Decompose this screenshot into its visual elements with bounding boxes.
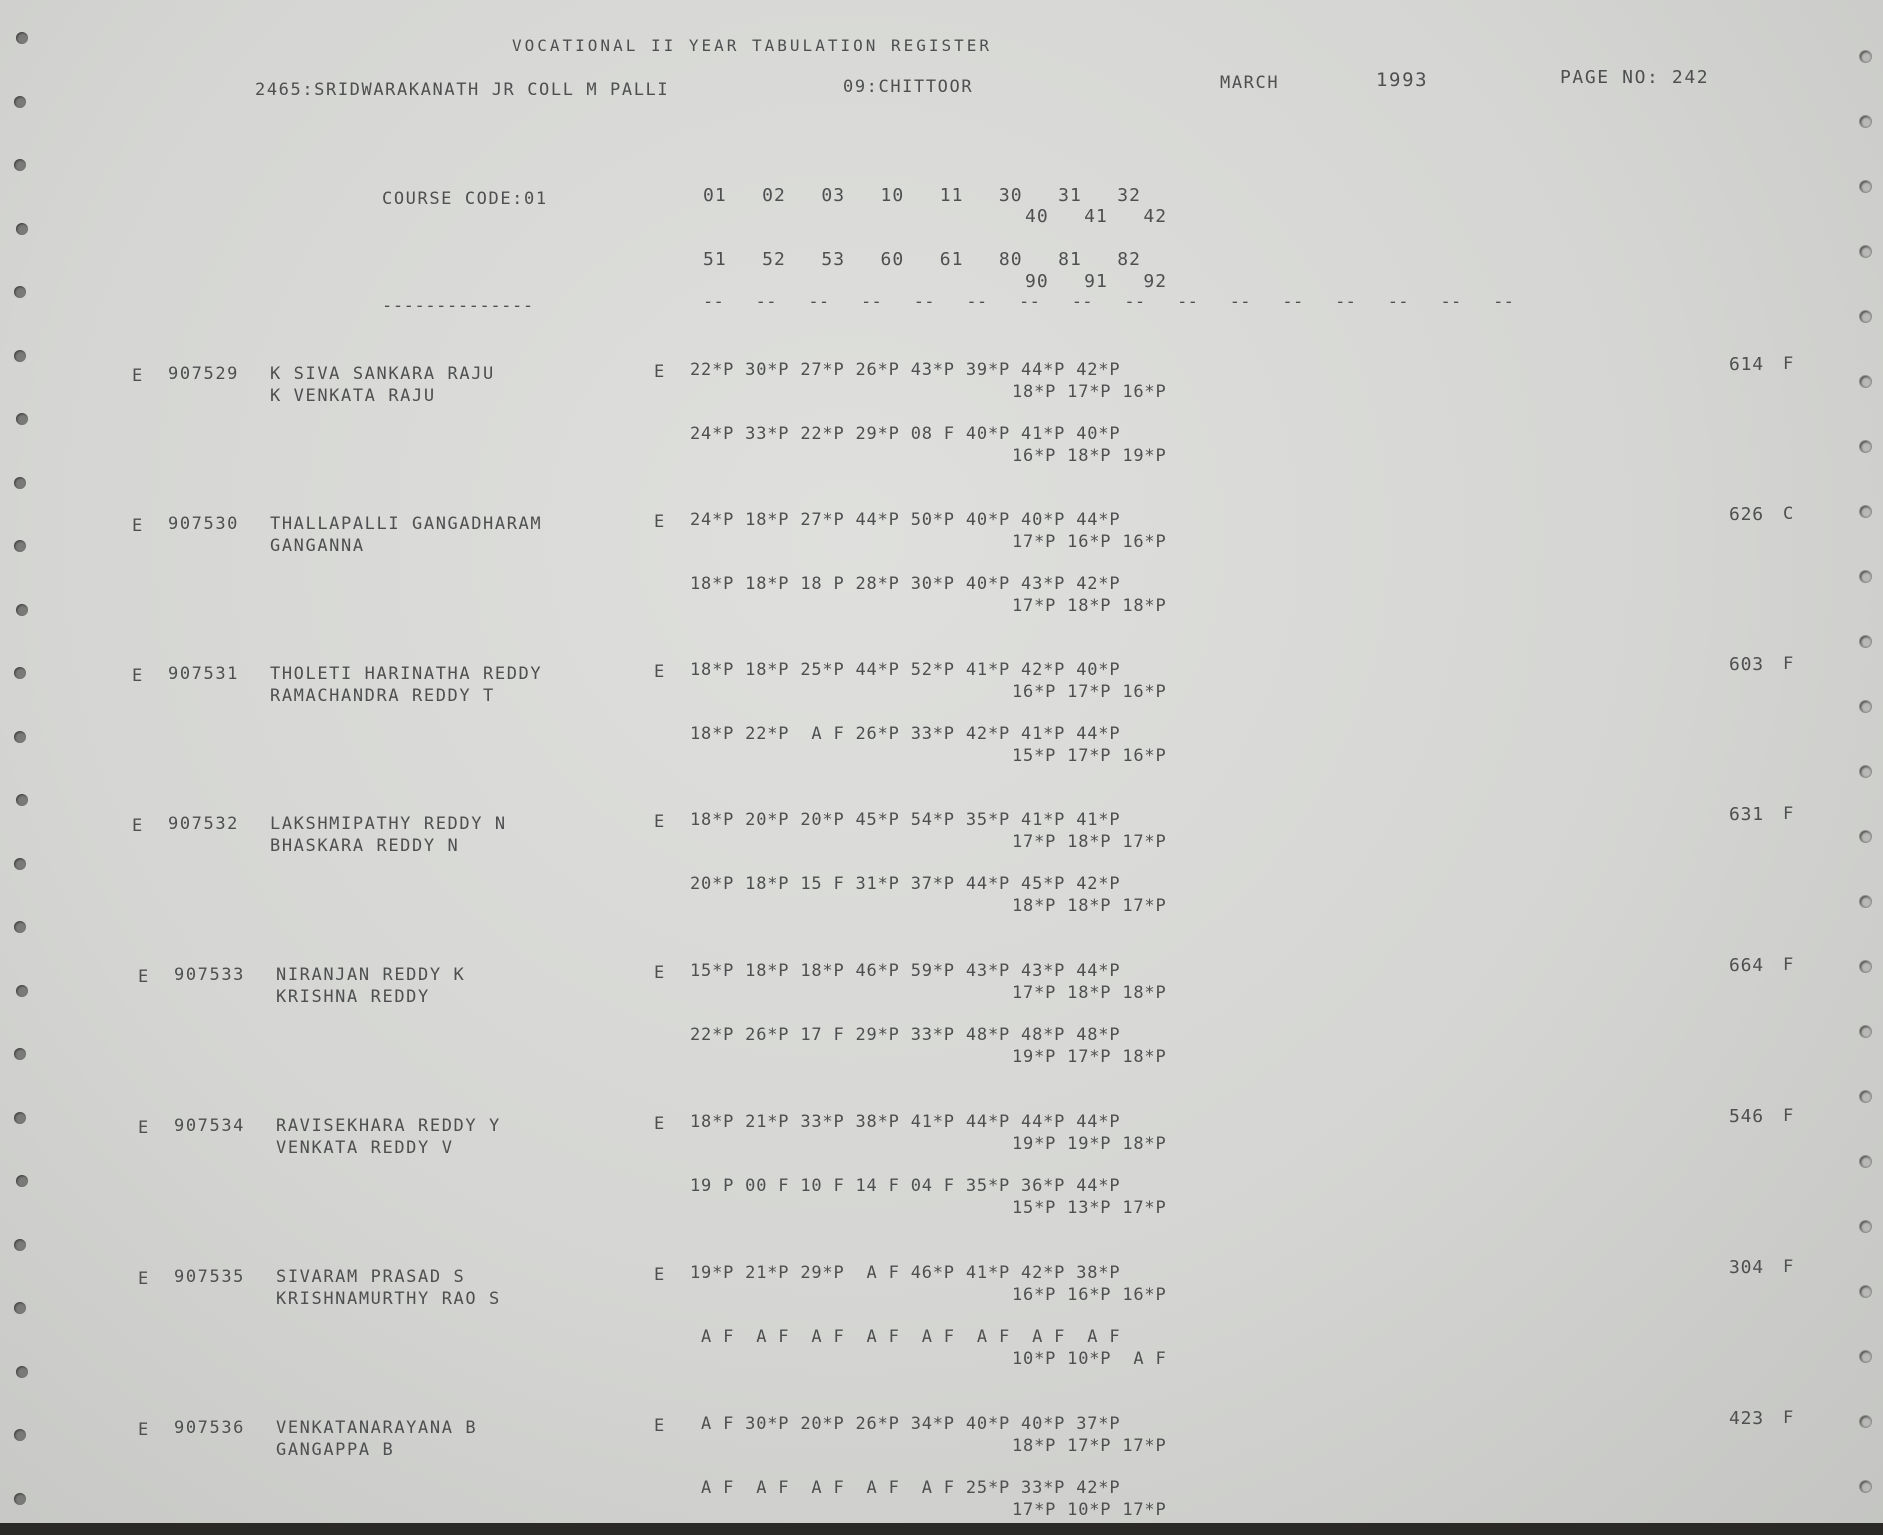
sprocket-hole [16, 223, 28, 235]
sprocket-hole [14, 286, 26, 298]
register-title: VOCATIONAL II YEAR TABULATION REGISTER [512, 36, 993, 55]
result-code: F [1783, 1257, 1795, 1277]
student-name: K SIVA SANKARA RAJU [270, 364, 495, 384]
marks-row-2b: 19*P 17*P 18*P [1012, 1047, 1167, 1067]
student-name: VENKATANARAYANA B [276, 1418, 478, 1438]
sprocket-hole [14, 1493, 26, 1505]
exam-month: MARCH [1220, 73, 1280, 93]
total-marks: 546 [1729, 1106, 1764, 1127]
marks-row-1b: 16*P 17*P 16*P [1012, 682, 1167, 702]
marks-row-2b: 18*P 18*P 17*P [1012, 896, 1167, 916]
record-category: E [132, 366, 144, 386]
student-name: THALLAPALLI GANGADHARAM [270, 514, 543, 534]
marks-row-2: A F A F A F A F A F 25*P 33*P 42*P [690, 1478, 1121, 1498]
roll-number: 907534 [174, 1116, 246, 1136]
right-sprocket-holes [1843, 0, 1883, 1535]
roll-number: 907533 [174, 965, 246, 985]
student-name: NIRANJAN REDDY K [276, 965, 466, 985]
father-name: KRISHNAMURTHY RAO S [276, 1289, 501, 1309]
marks-row-1: 19*P 21*P 29*P A F 46*P 41*P 42*P 38*P [690, 1263, 1121, 1283]
marks-row-2: 24*P 33*P 22*P 29*P 08 F 40*P 41*P 40*P [690, 424, 1121, 444]
marks-row-1: 18*P 18*P 25*P 44*P 52*P 41*P 42*P 40*P [690, 660, 1121, 680]
separator-left: -------------- [382, 296, 534, 316]
marks-row-1b: 17*P 18*P 18*P [1012, 983, 1167, 1003]
result-code: F [1783, 1106, 1795, 1126]
sprocket-hole [1859, 1480, 1872, 1493]
total-marks: 626 [1729, 504, 1764, 525]
result-code: F [1783, 955, 1795, 975]
sprocket-hole [14, 667, 26, 679]
father-name: GANGAPPA B [276, 1440, 395, 1460]
medium-code: E [654, 362, 666, 382]
sprocket-hole [14, 1048, 26, 1060]
result-code: F [1783, 1408, 1795, 1428]
sprocket-hole [1859, 830, 1872, 843]
sprocket-hole [1859, 180, 1872, 193]
marks-row-1: 22*P 30*P 27*P 26*P 43*P 39*P 44*P 42*P [690, 360, 1121, 380]
marks-row-2: 19 P 00 F 10 F 14 F 04 F 35*P 36*P 44*P [690, 1176, 1121, 1196]
sprocket-hole [14, 1302, 26, 1314]
father-name: GANGANNA [270, 536, 365, 556]
sprocket-hole [1859, 570, 1872, 583]
marks-row-2: 20*P 18*P 15 F 31*P 37*P 44*P 45*P 42*P [690, 874, 1121, 894]
record-category: E [138, 967, 150, 987]
page-number: PAGE NO: 242 [1560, 67, 1710, 88]
record-category: E [138, 1420, 150, 1440]
total-marks: 631 [1729, 804, 1764, 825]
marks-row-2b: 15*P 17*P 16*P [1012, 746, 1167, 766]
sprocket-hole [16, 32, 28, 44]
sprocket-hole [16, 413, 28, 425]
sprocket-hole [1859, 505, 1872, 518]
medium-code: E [654, 812, 666, 832]
marks-row-1b: 19*P 19*P 18*P [1012, 1134, 1167, 1154]
marks-row-1: 18*P 20*P 20*P 45*P 54*P 35*P 41*P 41*P [690, 810, 1121, 830]
separator-right: -- -- -- -- -- -- -- -- -- -- -- -- -- -- -- -- [703, 292, 1515, 312]
marks-row-1: 18*P 21*P 33*P 38*P 41*P 44*P 44*P 44*P [690, 1112, 1121, 1132]
roll-number: 907529 [168, 364, 240, 384]
marks-row-1b: 17*P 16*P 16*P [1012, 532, 1167, 552]
father-name: VENKATA REDDY V [276, 1138, 454, 1158]
total-marks: 304 [1729, 1257, 1764, 1278]
sprocket-hole [1859, 375, 1872, 388]
student-name: RAVISEKHARA REDDY Y [276, 1116, 501, 1136]
marks-row-1b: 18*P 17*P 16*P [1012, 382, 1167, 402]
total-marks: 664 [1729, 955, 1764, 976]
sprocket-hole [16, 794, 28, 806]
sprocket-hole [14, 1429, 26, 1441]
marks-row-1b: 17*P 18*P 17*P [1012, 832, 1167, 852]
course-code: COURSE CODE:01 [382, 189, 548, 209]
sprocket-hole [14, 540, 26, 552]
father-name: K VENKATA RAJU [270, 386, 436, 406]
marks-row-1: A F 30*P 20*P 26*P 34*P 40*P 40*P 37*P [690, 1414, 1121, 1434]
medium-code: E [654, 1114, 666, 1134]
sprocket-hole [14, 96, 26, 108]
subject-codes-row-1b: 40 41 42 [1025, 206, 1168, 227]
record-category: E [138, 1269, 150, 1289]
student-name: SIVARAM PRASAD S [276, 1267, 466, 1287]
sprocket-hole [1859, 50, 1872, 63]
sprocket-hole [1859, 1155, 1872, 1168]
sprocket-hole [1859, 1090, 1872, 1103]
college-name: 2465:SRIDWARAKANATH JR COLL M PALLI [255, 80, 670, 100]
sprocket-hole [1859, 700, 1872, 713]
marks-row-2b: 17*P 18*P 18*P [1012, 596, 1167, 616]
sprocket-hole [14, 159, 26, 171]
sprocket-hole [16, 1366, 28, 1378]
sprocket-hole [1859, 1220, 1872, 1233]
roll-number: 907536 [174, 1418, 246, 1438]
sprocket-hole [14, 350, 26, 362]
roll-number: 907535 [174, 1267, 246, 1287]
medium-code: E [654, 512, 666, 532]
marks-row-2: 18*P 22*P A F 26*P 33*P 42*P 41*P 44*P [690, 724, 1121, 744]
sprocket-hole [14, 1239, 26, 1251]
sprocket-hole [1859, 765, 1872, 778]
sprocket-hole [1859, 635, 1872, 648]
father-name: RAMACHANDRA REDDY T [270, 686, 495, 706]
marks-row-2: A F A F A F A F A F A F A F A F [690, 1327, 1121, 1347]
sprocket-hole [14, 477, 26, 489]
subject-codes-row-1: 01 02 03 10 11 30 31 32 [703, 185, 1141, 206]
result-code: F [1783, 654, 1795, 674]
marks-row-1b: 18*P 17*P 17*P [1012, 1436, 1167, 1456]
medium-code: E [654, 1416, 666, 1436]
sprocket-hole [1859, 440, 1872, 453]
result-code: F [1783, 354, 1795, 374]
left-sprocket-holes [0, 0, 40, 1535]
marks-row-2b: 17*P 10*P 17*P [1012, 1500, 1167, 1520]
sprocket-hole [1859, 115, 1872, 128]
sprocket-hole [14, 1112, 26, 1124]
record-category: E [138, 1118, 150, 1138]
student-name: THOLETI HARINATHA REDDY [270, 664, 543, 684]
medium-code: E [654, 1265, 666, 1285]
marks-row-2b: 16*P 18*P 19*P [1012, 446, 1167, 466]
sprocket-hole [14, 921, 26, 933]
roll-number: 907531 [168, 664, 240, 684]
subject-codes-row-2b: 90 91 92 [1025, 271, 1168, 292]
marks-row-2b: 10*P 10*P A F [1012, 1349, 1167, 1369]
father-name: BHASKARA REDDY N [270, 836, 460, 856]
marks-row-2: 22*P 26*P 17 F 29*P 33*P 48*P 48*P 48*P [690, 1025, 1121, 1045]
exam-year: 1993 [1376, 69, 1429, 91]
father-name: KRISHNA REDDY [276, 987, 430, 1007]
subject-codes-row-2: 51 52 53 60 61 80 81 82 [703, 249, 1141, 270]
marks-row-1: 15*P 18*P 18*P 46*P 59*P 43*P 43*P 44*P [690, 961, 1121, 981]
sprocket-hole [14, 858, 26, 870]
roll-number: 907532 [168, 814, 240, 834]
total-marks: 423 [1729, 1408, 1764, 1429]
sprocket-hole [16, 985, 28, 997]
page-edge-shadow [0, 1523, 1883, 1535]
marks-row-2b: 15*P 13*P 17*P [1012, 1198, 1167, 1218]
medium-code: E [654, 662, 666, 682]
sprocket-hole [1859, 1350, 1872, 1363]
sprocket-hole [1859, 1285, 1872, 1298]
sprocket-hole [16, 604, 28, 616]
marks-row-2: 18*P 18*P 18 P 28*P 30*P 40*P 43*P 42*P [690, 574, 1121, 594]
sprocket-hole [16, 1175, 28, 1187]
sprocket-hole [1859, 1025, 1872, 1038]
sprocket-hole [1859, 895, 1872, 908]
student-name: LAKSHMIPATHY REDDY N [270, 814, 507, 834]
sprocket-hole [1859, 245, 1872, 258]
sprocket-hole [1859, 960, 1872, 973]
sprocket-hole [14, 731, 26, 743]
district-name: 09:CHITTOOR [843, 77, 974, 97]
roll-number: 907530 [168, 514, 240, 534]
result-code: C [1783, 504, 1795, 524]
sprocket-hole [1859, 1415, 1872, 1428]
total-marks: 614 [1729, 354, 1764, 375]
record-category: E [132, 516, 144, 536]
total-marks: 603 [1729, 654, 1764, 675]
record-category: E [132, 816, 144, 836]
marks-row-1: 24*P 18*P 27*P 44*P 50*P 40*P 40*P 44*P [690, 510, 1121, 530]
medium-code: E [654, 963, 666, 983]
record-category: E [132, 666, 144, 686]
sprocket-hole [1859, 310, 1872, 323]
result-code: F [1783, 804, 1795, 824]
marks-row-1b: 16*P 16*P 16*P [1012, 1285, 1167, 1305]
